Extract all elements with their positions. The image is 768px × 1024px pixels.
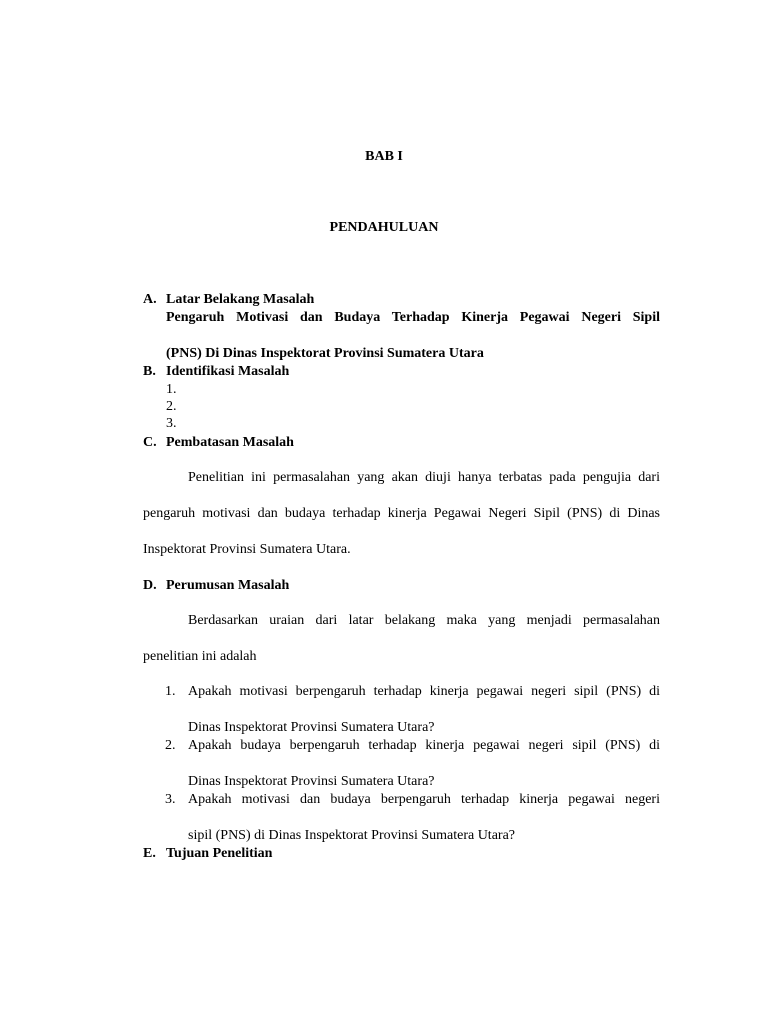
question-3-number: 3.: [165, 792, 176, 807]
section-a-title: Latar Belakang Masalah: [166, 292, 315, 307]
question-2-line1: Apakah budaya berpengaruh terhadap kinerja pegawai negeri sipil (PNS) di: [188, 738, 660, 753]
question-3-line1: Apakah motivasi dan budaya berpengaruh terhadap kinerja pegawai negeri: [188, 792, 660, 807]
chapter-number: BAB I: [365, 149, 403, 164]
section-c-para-line2: pengaruh motivasi dan budaya terhadap kinerja Pegawai Negeri Sipil (PNS) di Dinas: [143, 506, 660, 521]
question-1-number: 1.: [165, 684, 176, 699]
section-c-para-line3: Inspektorat Provinsi Sumatera Utara.: [143, 542, 351, 557]
section-d-para-line1: Berdasarkan uraian dari latar belakang maka yang menjadi permasalahan: [188, 613, 660, 628]
question-1-line2: Dinas Inspektorat Provinsi Sumatera Utara?: [188, 720, 435, 735]
question-1-line1: Apakah motivasi berpengaruh terhadap kinerja pegawai negeri sipil (PNS) di: [188, 684, 660, 699]
chapter-title: PENDAHULUAN: [329, 220, 439, 235]
section-b-item-2: 2.: [166, 399, 177, 414]
section-c-para-line1: Penelitian ini permasalahan yang akan diuji hanya terbatas pada pengujia dari: [188, 470, 660, 485]
section-b-item-1: 1.: [166, 382, 177, 397]
section-c-title: Pembatasan Masalah: [166, 435, 294, 450]
question-3-line2: sipil (PNS) di Dinas Inspektorat Provinsi Sumatera Utara?: [188, 828, 516, 843]
section-d-para-line2: penelitian ini adalah: [143, 649, 257, 664]
section-e-letter: E.: [143, 846, 156, 861]
section-a-topic-line1: Pengaruh Motivasi dan Budaya Terhadap Kinerja Pegawai Negeri Sipil: [166, 310, 660, 325]
section-e-title: Tujuan Penelitian: [166, 846, 273, 861]
section-b-item-3: 3.: [166, 416, 177, 431]
section-d-letter: D.: [143, 578, 157, 593]
section-c-letter: C.: [143, 435, 157, 450]
section-a-topic-line2: (PNS) Di Dinas Inspektorat Provinsi Sumatera Utara: [166, 346, 484, 361]
question-2-number: 2.: [165, 738, 176, 753]
section-b-letter: B.: [143, 364, 156, 379]
section-b-title: Identifikasi Masalah: [166, 364, 290, 379]
section-d-title: Perumusan Masalah: [166, 578, 290, 593]
section-a-letter: A.: [143, 292, 157, 307]
question-2-line2: Dinas Inspektorat Provinsi Sumatera Utara?: [188, 774, 435, 789]
